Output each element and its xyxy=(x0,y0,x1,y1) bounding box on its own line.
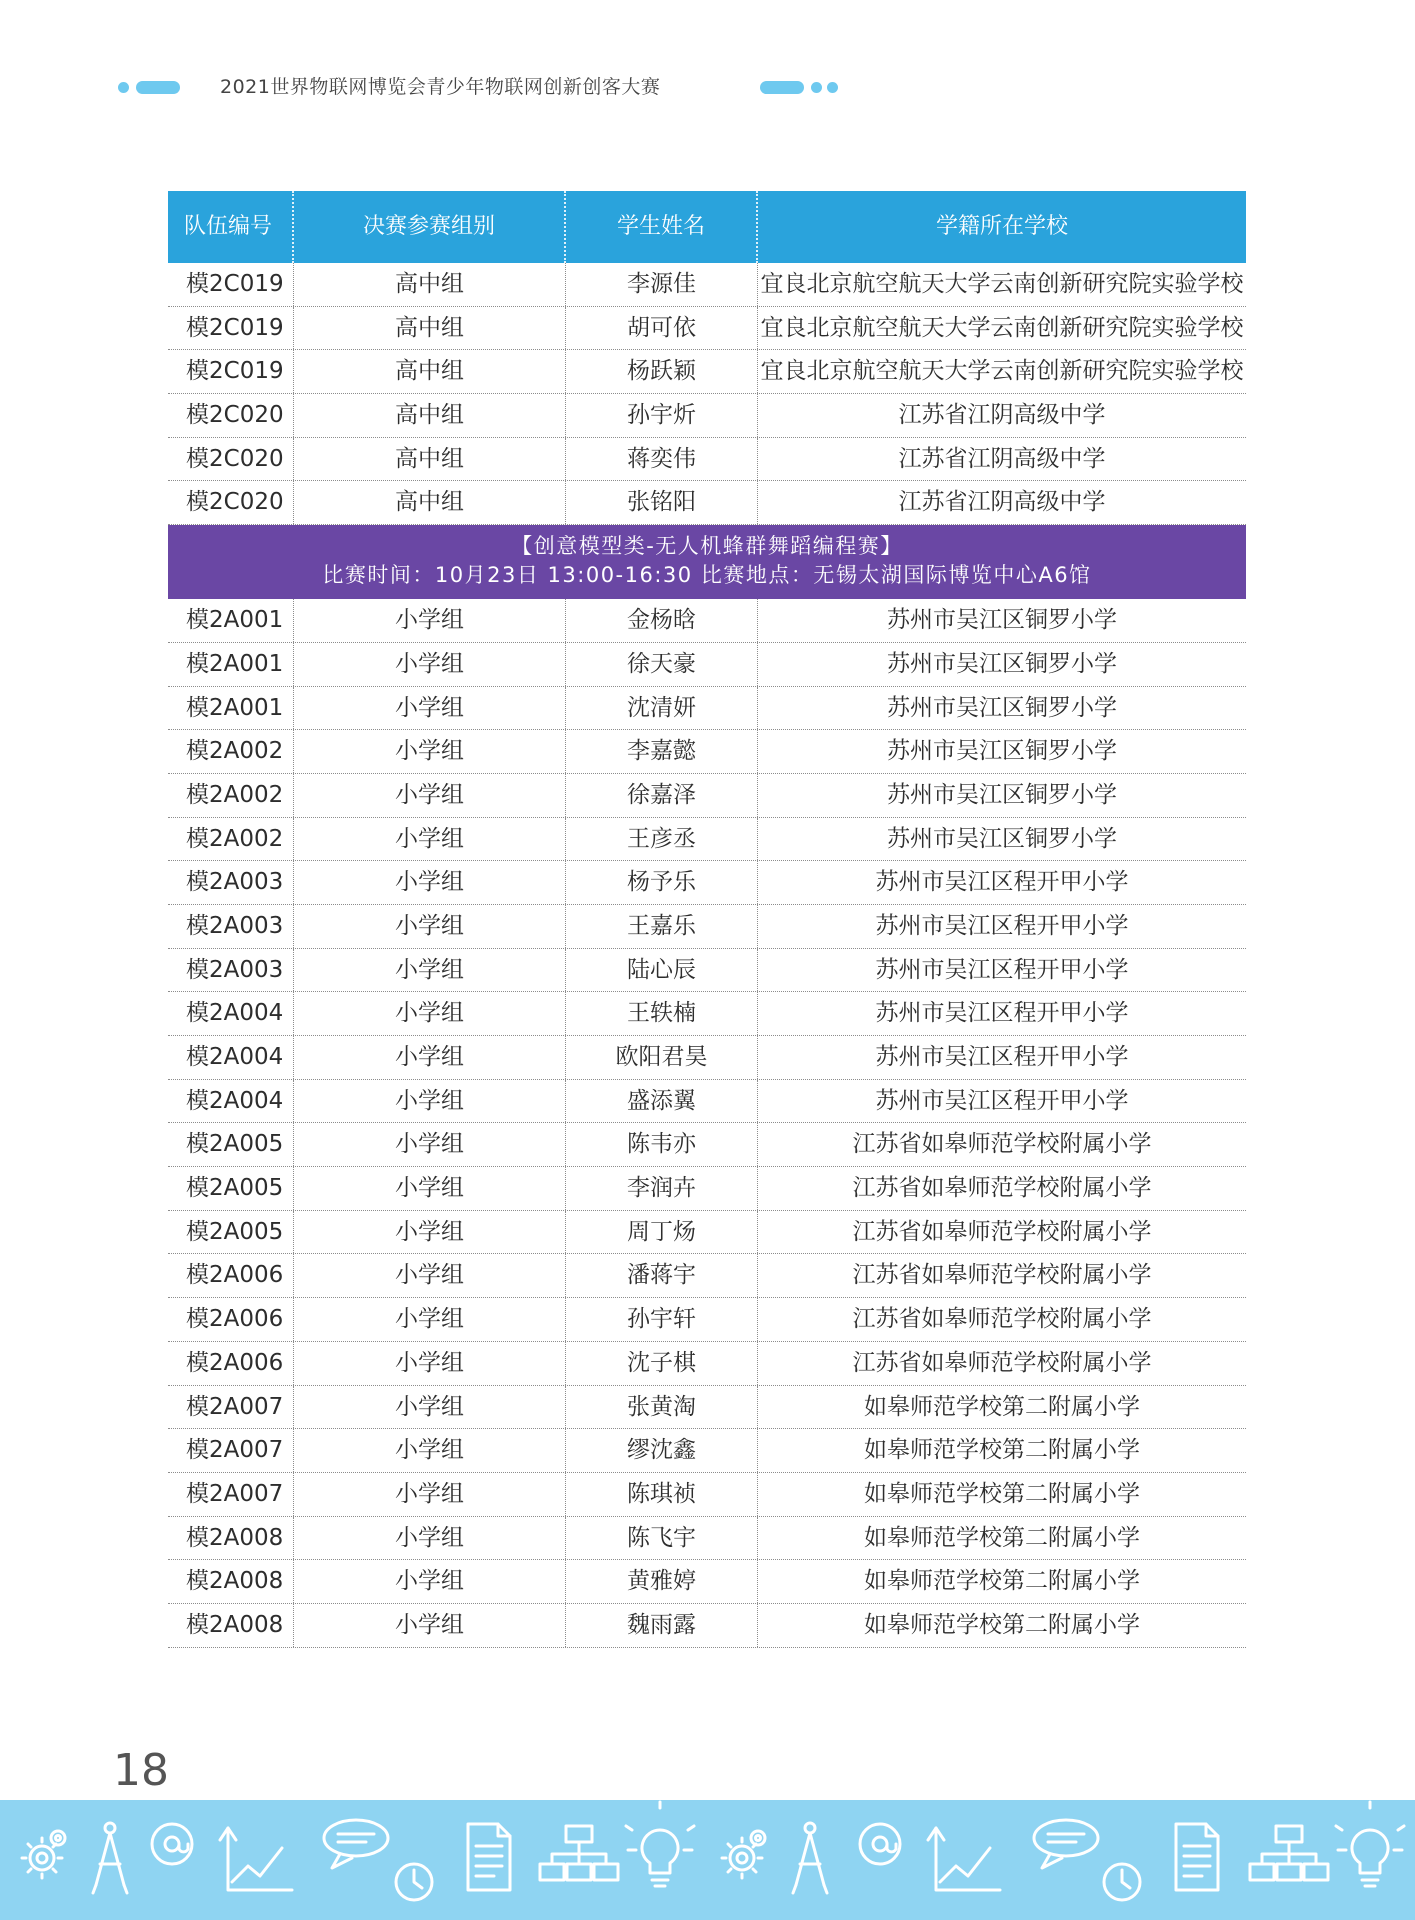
cell-team-id: 模2A006 xyxy=(168,1298,294,1341)
cell-team-id: 模2A002 xyxy=(168,818,294,861)
cell-school: 宜良北京航空航天大学云南创新研究院实验学校 xyxy=(760,271,1244,297)
cell-school: 苏州市吴江区铜罗小学 xyxy=(887,607,1117,634)
table-row xyxy=(168,992,1246,1036)
cell-student-name: 沈子棋 xyxy=(566,1342,758,1385)
cell-group: 小学组 xyxy=(294,818,566,861)
table-row xyxy=(168,1560,1246,1604)
cell-team-id: 模2A008 xyxy=(168,1604,294,1647)
table-row xyxy=(168,1080,1246,1124)
table-row xyxy=(168,1167,1246,1211)
cell-school: 苏州市吴江区铜罗小学 xyxy=(887,781,1117,808)
table-row xyxy=(168,1386,1246,1430)
cell-school: 苏州市吴江区铜罗小学 xyxy=(887,650,1117,677)
cell-team-id: 模2C019 xyxy=(168,307,294,350)
cell-team-id: 模2A003 xyxy=(168,905,294,948)
cell-team-id: 模2C019 xyxy=(168,350,294,393)
line-chart-icon xyxy=(220,1828,292,1890)
cell-school: 苏州市吴江区铜罗小学 xyxy=(887,738,1117,765)
cell-school: 宜良北京航空航天大学云南创新研究院实验学校 xyxy=(760,314,1244,341)
cell-team-id: 模2A004 xyxy=(168,1036,294,1079)
flowchart-icon xyxy=(540,1826,618,1880)
cell-school: 江苏省如皋师范学校附属小学 xyxy=(852,1349,1152,1376)
cell-team-id: 模2C020 xyxy=(168,394,294,437)
cell-school: 江苏省如皋师范学校附属小学 xyxy=(852,1218,1152,1245)
cell-student-name: 王轶楠 xyxy=(566,992,758,1035)
cell-team-id: 模2A005 xyxy=(168,1167,294,1210)
cell-student-name: 王嘉乐 xyxy=(566,905,758,948)
document-icon xyxy=(468,1824,510,1890)
cell-school: 江苏省如皋师范学校附属小学 xyxy=(852,1306,1152,1333)
cell-student-name: 孙宇轩 xyxy=(566,1298,758,1341)
cell-student-name: 杨予乐 xyxy=(566,861,758,904)
cell-team-id: 模2C020 xyxy=(168,438,294,481)
cell-group: 小学组 xyxy=(294,599,566,642)
table-row xyxy=(168,481,1246,525)
banner-schedule: 比赛时间：10月23日 13:00-16:30 比赛地点：无锡太湖国际博览中心A6馆 xyxy=(322,563,1092,588)
cell-group: 小学组 xyxy=(294,1298,566,1341)
cell-team-id: 模2A005 xyxy=(168,1123,294,1166)
cell-group: 小学组 xyxy=(294,1080,566,1123)
table-row xyxy=(168,687,1246,731)
column-header-team-id: 队伍编号 xyxy=(168,191,294,263)
table-row xyxy=(168,307,1246,351)
cell-student-name: 陈飞宇 xyxy=(566,1517,758,1560)
table-row xyxy=(168,599,1246,643)
cell-student-name: 陈琪祯 xyxy=(566,1473,758,1516)
cell-group: 小学组 xyxy=(294,774,566,817)
cell-team-id: 模2C020 xyxy=(168,481,294,524)
cell-school: 江苏省江阴高级中学 xyxy=(898,489,1106,516)
table-row xyxy=(168,730,1246,774)
cell-group: 高中组 xyxy=(294,307,566,350)
cell-team-id: 模2A006 xyxy=(168,1342,294,1385)
cell-group: 小学组 xyxy=(294,992,566,1035)
cell-school: 苏州市吴江区程开甲小学 xyxy=(875,912,1129,939)
gear-icon xyxy=(22,1831,65,1878)
cell-group: 小学组 xyxy=(294,1167,566,1210)
cell-team-id: 模2A005 xyxy=(168,1211,294,1254)
cell-student-name: 李嘉懿 xyxy=(566,730,758,773)
table-row xyxy=(168,1429,1246,1473)
cell-team-id: 模2A003 xyxy=(168,861,294,904)
cell-group: 高中组 xyxy=(294,394,566,437)
table-row xyxy=(168,1254,1246,1298)
cell-team-id: 模2A001 xyxy=(168,599,294,642)
cell-student-name: 徐嘉泽 xyxy=(566,774,758,817)
cell-student-name: 胡可依 xyxy=(566,307,758,350)
cell-student-name: 沈清妍 xyxy=(566,687,758,730)
cell-group: 小学组 xyxy=(294,1342,566,1385)
cell-group: 小学组 xyxy=(294,687,566,730)
cell-student-name: 孙宇炘 xyxy=(566,394,758,437)
table-row xyxy=(168,1211,1246,1255)
cell-team-id: 模2A001 xyxy=(168,643,294,686)
table-row xyxy=(168,1604,1246,1648)
cell-school: 江苏省如皋师范学校附属小学 xyxy=(852,1262,1152,1289)
header-decor-pill xyxy=(760,81,804,94)
header-decor-dot xyxy=(811,82,822,93)
cell-team-id: 模2A003 xyxy=(168,949,294,992)
cell-group: 小学组 xyxy=(294,905,566,948)
cell-student-name: 周丁炀 xyxy=(566,1211,758,1254)
cell-school: 苏州市吴江区程开甲小学 xyxy=(875,1044,1129,1070)
cell-group: 高中组 xyxy=(294,481,566,524)
table-row xyxy=(168,1342,1246,1386)
cell-school: 江苏省如皋师范学校附属小学 xyxy=(852,1175,1152,1202)
cell-team-id: 模2A001 xyxy=(168,687,294,730)
cell-student-name: 缪沈鑫 xyxy=(566,1429,758,1472)
compass-icon xyxy=(93,1823,127,1893)
document-icon xyxy=(1176,1824,1218,1890)
cell-student-name: 李润卉 xyxy=(566,1167,758,1210)
cell-team-id: 模2A004 xyxy=(168,992,294,1035)
table-row xyxy=(168,438,1246,482)
footer-icon-strip xyxy=(0,1800,1415,1920)
clock-icon xyxy=(1104,1864,1140,1900)
table-body-section-1 xyxy=(168,263,1246,525)
cell-group: 小学组 xyxy=(294,730,566,773)
cell-school: 江苏省如皋师范学校附属小学 xyxy=(852,1131,1152,1158)
header-decor-dot xyxy=(827,82,838,93)
cell-team-id: 模2A004 xyxy=(168,1080,294,1123)
cell-student-name: 李源佳 xyxy=(566,263,758,306)
participants-table xyxy=(168,191,1246,1648)
speech-bubble-icon xyxy=(324,1820,388,1868)
cell-student-name: 王彦丞 xyxy=(566,818,758,861)
cell-school: 宜良北京航空航天大学云南创新研究院实验学校 xyxy=(760,358,1244,385)
cell-group: 小学组 xyxy=(294,1517,566,1560)
header-decor-dot xyxy=(118,82,129,93)
cell-group: 小学组 xyxy=(294,1429,566,1472)
table-row xyxy=(168,861,1246,905)
cell-student-name: 潘蒋宇 xyxy=(566,1254,758,1297)
cell-school: 苏州市吴江区程开甲小学 xyxy=(875,956,1129,983)
cell-school: 如皋师范学校第二附属小学 xyxy=(864,1480,1140,1507)
lightbulb-icon xyxy=(1336,1802,1404,1886)
cell-student-name: 陈韦亦 xyxy=(566,1123,758,1166)
cell-student-name: 陆心辰 xyxy=(566,949,758,992)
cell-group: 高中组 xyxy=(294,263,566,306)
table-body-section-2 xyxy=(168,599,1246,1648)
cell-school: 苏州市吴江区程开甲小学 xyxy=(875,1087,1129,1114)
speech-bubble-icon xyxy=(1034,1820,1098,1868)
cell-school: 江苏省江阴高级中学 xyxy=(898,445,1106,472)
banner-title: 【创意模型类-无人机蜂群舞蹈编程赛】 xyxy=(511,534,903,559)
cell-student-name: 张铭阳 xyxy=(566,481,758,524)
cell-group: 小学组 xyxy=(294,1473,566,1516)
section-banner xyxy=(168,525,1246,599)
cell-group: 小学组 xyxy=(294,1560,566,1603)
cell-school: 如皋师范学校第二附属小学 xyxy=(864,1524,1140,1551)
cell-group: 高中组 xyxy=(294,350,566,393)
header-decor-pill xyxy=(136,81,180,94)
cell-school: 苏州市吴江区程开甲小学 xyxy=(875,1000,1129,1027)
cell-school: 苏州市吴江区铜罗小学 xyxy=(887,694,1117,721)
cell-team-id: 模2A002 xyxy=(168,730,294,773)
table-row xyxy=(168,818,1246,862)
cell-school: 如皋师范学校第二附属小学 xyxy=(864,1393,1140,1420)
flowchart-icon xyxy=(1250,1826,1328,1880)
cell-team-id: 模2A008 xyxy=(168,1560,294,1603)
table-row xyxy=(168,350,1246,394)
cell-team-id: 模2A006 xyxy=(168,1254,294,1297)
cell-school: 如皋师范学校第二附属小学 xyxy=(864,1437,1140,1464)
table-row xyxy=(168,1298,1246,1342)
cell-school: 苏州市吴江区铜罗小学 xyxy=(887,825,1117,852)
cell-team-id: 模2A008 xyxy=(168,1517,294,1560)
cell-team-id: 模2C019 xyxy=(168,263,294,306)
cell-student-name: 杨跃颖 xyxy=(566,350,758,393)
table-row xyxy=(168,1473,1246,1517)
cell-group: 高中组 xyxy=(294,438,566,481)
table-row xyxy=(168,1517,1246,1561)
page-header xyxy=(0,72,1415,102)
cell-student-name: 黄雅婷 xyxy=(566,1560,758,1603)
cell-school: 江苏省江阴高级中学 xyxy=(898,402,1106,429)
cell-group: 小学组 xyxy=(294,1254,566,1297)
table-row xyxy=(168,949,1246,993)
cell-student-name: 徐天豪 xyxy=(566,643,758,686)
cell-student-name: 蒋奕伟 xyxy=(566,438,758,481)
column-header-student-name: 学生姓名 xyxy=(566,191,758,263)
cell-group: 小学组 xyxy=(294,861,566,904)
table-row xyxy=(168,263,1246,307)
cell-group: 小学组 xyxy=(294,1211,566,1254)
cell-team-id: 模2A007 xyxy=(168,1473,294,1516)
cell-group: 小学组 xyxy=(294,1036,566,1079)
table-header xyxy=(168,191,1246,263)
header-title: 2021世界物联网博览会青少年物联网创新创客大赛 xyxy=(220,76,661,98)
cell-student-name: 金杨晗 xyxy=(566,599,758,642)
cell-team-id: 模2A007 xyxy=(168,1429,294,1472)
column-header-group: 决赛参赛组别 xyxy=(294,191,566,263)
table-row xyxy=(168,643,1246,687)
page-number: 18 xyxy=(113,1745,169,1796)
table-row xyxy=(168,905,1246,949)
cell-school: 如皋师范学校第二附属小学 xyxy=(864,1568,1140,1595)
at-sign-icon xyxy=(152,1824,192,1864)
cell-group: 小学组 xyxy=(294,643,566,686)
cell-group: 小学组 xyxy=(294,1123,566,1166)
cell-group: 小学组 xyxy=(294,1604,566,1647)
at-sign-icon xyxy=(860,1824,900,1864)
cell-student-name: 魏雨露 xyxy=(566,1604,758,1647)
gear-icon xyxy=(722,1831,765,1878)
cell-group: 小学组 xyxy=(294,949,566,992)
clock-icon xyxy=(396,1864,432,1900)
table-row xyxy=(168,1036,1246,1080)
cell-student-name: 欧阳君昊 xyxy=(566,1036,758,1079)
line-chart-icon xyxy=(928,1828,1000,1890)
cell-group: 小学组 xyxy=(294,1386,566,1429)
compass-icon xyxy=(793,1823,827,1893)
cell-student-name: 盛添翼 xyxy=(566,1080,758,1123)
column-header-school: 学籍所在学校 xyxy=(935,214,1068,239)
cell-school: 如皋师范学校第二附属小学 xyxy=(864,1611,1140,1638)
table-row xyxy=(168,394,1246,438)
lightbulb-icon xyxy=(626,1802,694,1886)
cell-team-id: 模2A007 xyxy=(168,1386,294,1429)
cell-team-id: 模2A002 xyxy=(168,774,294,817)
table-row xyxy=(168,774,1246,818)
table-row xyxy=(168,1123,1246,1167)
cell-school: 苏州市吴江区程开甲小学 xyxy=(875,869,1129,896)
cell-student-name: 张黄淘 xyxy=(566,1386,758,1429)
